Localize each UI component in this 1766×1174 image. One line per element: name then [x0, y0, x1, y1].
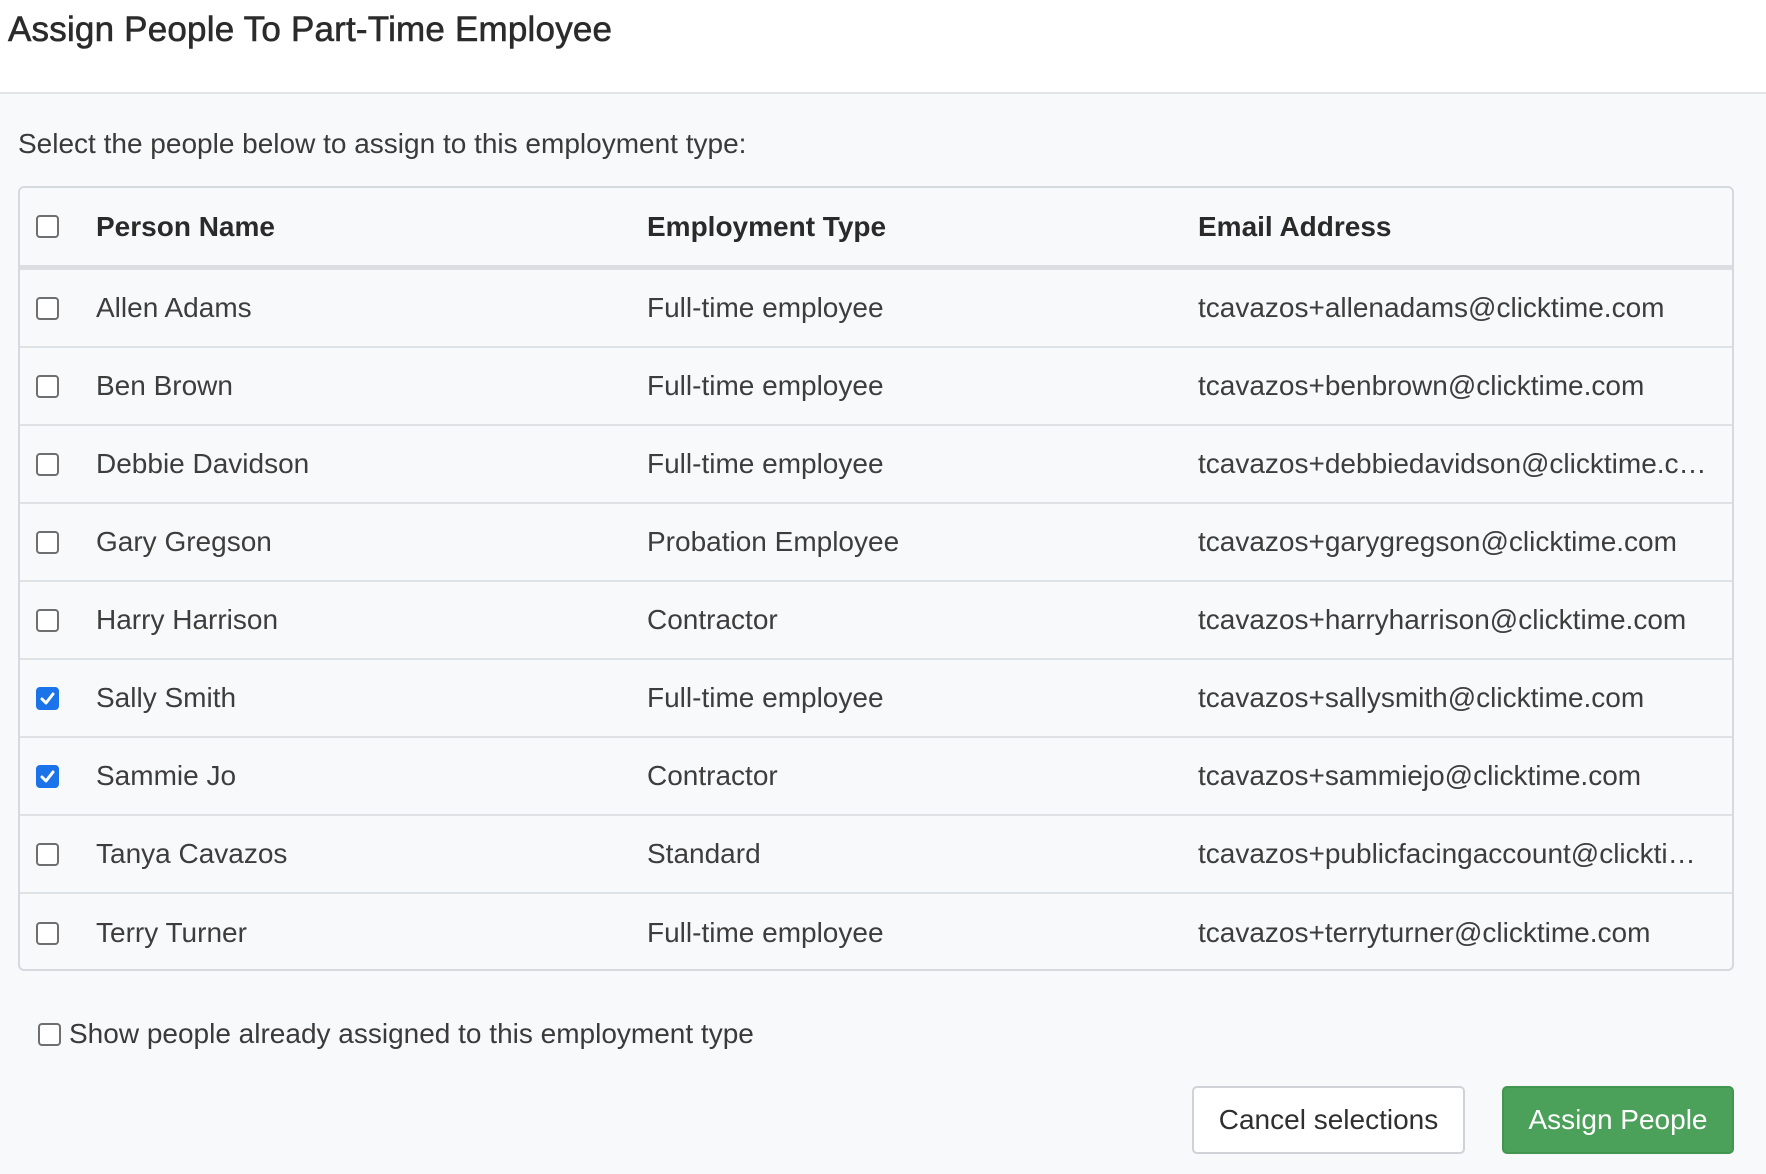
- intro-text: Select the people below to assign to this employment type:: [18, 128, 747, 159]
- assign-people-button[interactable]: Assign People: [1502, 1086, 1734, 1154]
- employment-type: Full-time employee: [647, 917, 884, 948]
- row-checkbox[interactable]: [36, 922, 59, 945]
- person-name: Debbie Davidson: [96, 448, 310, 479]
- person-name: Terry Turner: [96, 917, 247, 948]
- table-row[interactable]: [20, 660, 1732, 738]
- person-name: Tanya Cavazos: [96, 838, 288, 869]
- row-checkbox-cell: [36, 348, 76, 424]
- email-address-text: tcavazos+sallysmith@clicktime.com: [1198, 682, 1645, 713]
- row-checkbox-cell: [36, 660, 76, 736]
- employment-type: Full-time employee: [647, 370, 884, 401]
- email-address: [1198, 816, 1718, 892]
- person-name: Sammie Jo: [96, 760, 237, 791]
- table-header-row: [20, 188, 1732, 270]
- person-name: Gary Gregson: [96, 526, 272, 557]
- email-address: [1198, 348, 1718, 424]
- email-address: [1198, 582, 1718, 658]
- select-all-checkbox[interactable]: [36, 215, 59, 238]
- table-row[interactable]: [20, 582, 1732, 660]
- table-row[interactable]: [20, 894, 1732, 971]
- row-checkbox[interactable]: [36, 765, 59, 788]
- email-address-text: tcavazos+publicfacingaccount@clickti…: [1198, 838, 1696, 869]
- person-name: Harry Harrison: [96, 604, 279, 635]
- person-name: Ben Brown: [96, 370, 233, 401]
- table-row[interactable]: [20, 426, 1732, 504]
- email-address: [1198, 894, 1718, 971]
- row-checkbox[interactable]: [36, 297, 59, 320]
- show-assigned-checkbox[interactable]: [38, 1023, 61, 1046]
- column-header-employment-type[interactable]: Employment Type: [647, 210, 887, 242]
- row-checkbox-cell: [36, 894, 76, 971]
- email-address: [1198, 504, 1718, 580]
- email-address: [1198, 738, 1718, 814]
- employment-type: Standard: [647, 838, 761, 869]
- row-checkbox-cell: [36, 426, 76, 502]
- employment-type: Probation Employee: [647, 526, 900, 557]
- row-checkbox-cell: [36, 582, 76, 658]
- people-table: [18, 186, 1734, 971]
- column-header-person-name[interactable]: Person Name: [96, 210, 275, 242]
- email-address: [1198, 270, 1718, 346]
- person-name: Allen Adams: [96, 292, 252, 323]
- cancel-selections-button[interactable]: Cancel selections: [1192, 1086, 1465, 1154]
- row-checkbox[interactable]: [36, 453, 59, 476]
- select-all-cell: [36, 188, 76, 265]
- dialog-title: Assign People To Part-Time Employee: [8, 10, 613, 49]
- row-checkbox[interactable]: [36, 687, 59, 710]
- person-name: Sally Smith: [96, 682, 237, 713]
- email-address: [1198, 660, 1718, 736]
- row-checkbox[interactable]: [36, 531, 59, 554]
- employment-type: Full-time employee: [647, 448, 884, 479]
- email-address-text: tcavazos+sammiejo@clicktime.com: [1198, 760, 1642, 791]
- email-address-text: tcavazos+harryharrison@clicktime.com: [1198, 604, 1687, 635]
- check-icon: [39, 768, 56, 785]
- row-checkbox[interactable]: [36, 609, 59, 632]
- email-address-text: tcavazos+debbiedavidson@clicktime.c…: [1198, 448, 1707, 479]
- employment-type: Full-time employee: [647, 682, 884, 713]
- show-assigned-label[interactable]: Show people already assigned to this employment type: [69, 1018, 754, 1049]
- email-address-text: tcavazos+allenadams@clicktime.com: [1198, 292, 1665, 323]
- row-checkbox-cell: [36, 816, 76, 892]
- check-icon: [39, 690, 56, 707]
- row-checkbox-cell: [36, 738, 76, 814]
- employment-type: Full-time employee: [647, 292, 884, 323]
- row-checkbox[interactable]: [36, 843, 59, 866]
- employment-type: Contractor: [647, 760, 778, 791]
- table-row[interactable]: [20, 504, 1732, 582]
- row-checkbox[interactable]: [36, 375, 59, 398]
- email-address-text: tcavazos+benbrown@clicktime.com: [1198, 370, 1645, 401]
- table-row[interactable]: [20, 816, 1732, 894]
- row-checkbox-cell: [36, 270, 76, 346]
- email-address-text: tcavazos+terryturner@clicktime.com: [1198, 917, 1651, 948]
- show-assigned-toggle[interactable]: [38, 1018, 754, 1050]
- email-address-text: tcavazos+garygregson@clicktime.com: [1198, 526, 1677, 557]
- table-row[interactable]: [20, 270, 1732, 348]
- table-row[interactable]: [20, 348, 1732, 426]
- employment-type: Contractor: [647, 604, 778, 635]
- email-address: [1198, 426, 1718, 502]
- column-header-email-address[interactable]: Email Address: [1198, 210, 1392, 242]
- dialog-header: [0, 0, 1766, 94]
- row-checkbox-cell: [36, 504, 76, 580]
- table-row[interactable]: [20, 738, 1732, 816]
